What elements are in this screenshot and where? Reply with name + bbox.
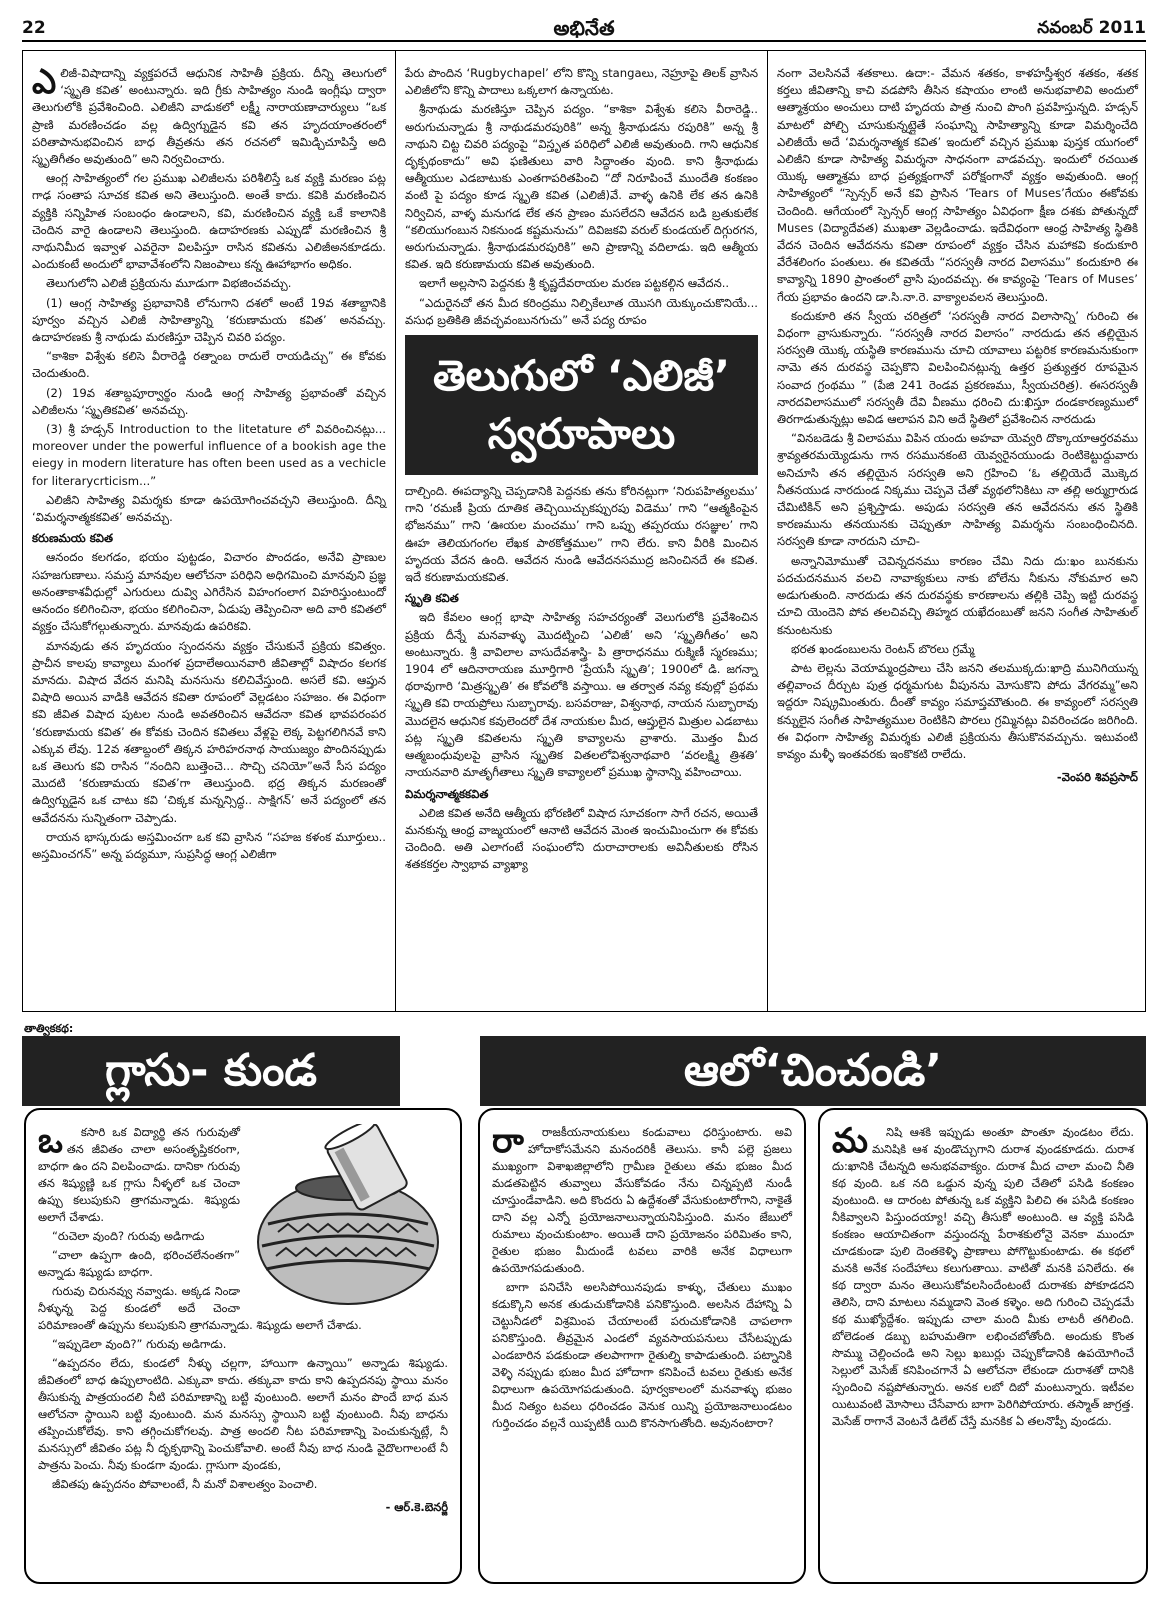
paragraph: “వినబడెడు శ్రీ విలాపము విపిన యందు అహవా యెవ్వరి దొక్కాయాఆర్తరవము శ్రావ్యతరమయ్యెడును గాన రసమునకంటె యెవ్వరైనయుండు రెంటికెట్టుద్దువారు అనిచూసి తన తల్లియైన సరస్వతి అని గ్రహించి ‘ఓ తల్లియెదే మొక్కెద నీతనయుడ నారదుండ నిక్కము చెప్పవె చేతో వ్యథలోనికిటు నా తల్లి అర్ముగ్రారుడ చేమిటికిన్ అని ప్రశ్నిస్తాడు. అపుడు సరస్వతి తన ఆవేదనను తన స్థితికి కారణమును తనయునకు చెప్పుతూ సాహిత్య విమర్శను సంబంధించినది. సరస్వతి కూడా నారదుని చూచి- xyxy=(777,431,1138,549)
paragraph: అన్నానిమోముతో చెవిన్నదనము కారణం చేమి నిదు దు:ఖం బునకును పదచుదనమున వలచి నావాక్యకులు నాకు బోలేను నీకును నోకుమార అని అడుగుతుంది. నారదుడు తన దురవస్థకు కారణాలను తల్లికి చెప్పి ఇట్టి దురవస్థ చూచి యెందెని పోవ తలచివచ్చి తిహ్మద యఖేదంబుతో జనని సంగీత సాహితుల్ కనుంటనుకు xyxy=(777,553,1138,637)
header-rule xyxy=(22,40,1146,42)
salt-pot-illustration xyxy=(248,1124,448,1310)
col2c-text xyxy=(405,609,758,781)
paragraph: “చాలా ఉప్పగా ఉంది, భరించలేనంతగా” అన్నాడు శిష్యుడు బాధగా. xyxy=(38,1248,240,1279)
paragraph: (2) 19వ శతాబ్దపూర్వార్థం నుండి ఆంగ్ల సాహిత్య ప్రభావంతో వచ్చిన ఎలిజీలను ‘స్మృతికవిత’ అనవచ్చు. xyxy=(32,385,386,417)
article-title: తెలుగులో ‘ఎలిజీ’ స్వరూపాలు xyxy=(405,335,758,475)
paragraph: మానవుడు తన హృదయం స్పందనను వ్యక్తం చేసుకునే ప్రక్రియ కవిత్వం. ప్రాచీన కాలపు కావ్యాలు మంగళ ప్రదాలేఅయినవారి జీవితాల్లో విషాదం కలగక మానదు. విషాద వేదన మనిషి మనసును కలిచివేస్తుంది. అసలే కవి. ఆప్తున విషాది అయిన వాడికి ఆవేదన కవితా రూపంలో వెల్లడటం సహజం. ఈ విధంగా కవి జీవిత విషాద పుటల నుండి అవతరించిన ఆవేదనా కవిత భావపరంపర ‘కరుణామయ కవిత’ ఈ కోవకు చెందిన కవితలు వేళ్లపై లెక్క పెట్టగలిగినవే కాని ఎక్కువ లేవు. 12వ శతాబ్దంలో తిక్కన హరిహరనాథ సాయుజ్యం పొందినప్పుడు ఒక తెలుగు కవి రాసిన “నందిని బుత్తెంచె... సొచ్చి చనియో”అనే సీస పద్యం మొదటి ‘కరుణామయ కవిత’గా తెలుస్తుంది. భద్ర తిక్కన మరణంతో ఉద్విగ్నుడైన ఒక చాటు కవి ‘చిక్కక మన్నన్సిద్ధ.. సాక్షిగన్’ అనే పద్యంలో తన ఆవేదనను సున్నితంగా చెప్పాడు. xyxy=(32,638,386,825)
paragraph: నిషి ఆశకి ఇప్పుడు అంతూ పొంతూ వుండటం లేదు. మనిషికి ఆశ వుండొచ్చుగాని దురాశ వుండకూడదు. దురాశ దు:ఖానికి చేటన్నది అనుభవవాక్యం. దురాశ మీద చాలా మంచి నీతి కథ వుంది. ఒక నది ఒడ్డున వున్న పులి చేతిలో పసిడి కంకణం వుంటుంది. ఆ దారంట పోతున్న ఒక వ్యక్తిని పిలిచి ఈ పసిడి కంకణం నీకివ్వాలని పిస్తుందయ్యా! వచ్చి తీసుకో అంటుంది. ఆ వ్యక్తి పసిడి కంకణం ఆయాచితంగా వస్తుందన్న పేరాశకులోనై వెనకా ముందూ చూడకుండా పులి దెంతకెళ్ళి ప్రాణాలు పోగొట్టుకుంటాడు. ఈ కథలో మనకి అనేక సందేహాలు కలుగుతాయి. వాటితో మనకి పనిలేదు. ఈ కథ ద్వారా మనం తెలుసుకోవలసిందేంటంటే దురాశకు పోకూడదని తెలిసి, దాని మాటలు నమ్మడాని వెంత కళ్ళెం. అది గురించి చెప్పడమే కథ ముఖ్యోద్దేశం. ఇప్పుడు చాలా మంది మీకు లాటరీ తగిలింది. బోలెడంత డబ్బు బహుమతిగా లభించబోతోంది. అందుకు కొంత సొమ్ము చెల్లించండి అని సెల్లు ఖబుర్లు చెప్పుకోడానికి ఉపయోగించే సెల్లులో మెసేజ్ కనిపించగానే ఏ ఆలోచనా లేకుండా దురాశతో దానికి స్పందించి నష్టపోతున్నారు. అనక లబో దిబో మంటున్నారు. ఇటీవల యిటువంటి మోసాలు చేసేవారు బాగా పెరిగిపోయారు. తస్మాత్ జాగ్రత్త. మెసేజ్ రాగానే వెంటనే డిలేట్ చేస్తే మనకిక ఏ తలనొప్పీ వుండదు. xyxy=(832,1125,1134,1428)
paragraph: ఎలిజీని సాహిత్య విమర్శకు కూడా ఉపయోగించవచ్చని తెలుస్తుంది. దీన్ని ‘విమర్శనాత్మకకవిత’ అనవచ్చు. xyxy=(32,492,386,525)
think-right-drop-cap: మ xyxy=(832,1121,868,1161)
story-drop-cap: ఒ xyxy=(38,1121,63,1161)
paragraph: రాయన భాస్కరుడు అస్తమించగా ఒక కవి వ్రాసిన “సహజ కళంక మూర్తులు.. అస్తమించగన్” అన్న పద్యమూ, సుప్రసిద్ధ ఆంగ్ల ఎలిజీగా xyxy=(32,829,386,861)
paragraph: తెలుగులోని ఎలిజీ ప్రక్రియను మూడుగా విభజించవచ్చు. xyxy=(46,276,292,291)
think-left-text xyxy=(492,1121,792,1432)
paragraph: కసారి ఒక విద్యార్థి తన గురువుతో తన జీవితం చాలా అసంతృప్తికరంగా, బాధగా ఉం దని విలపించాడు. దానికా గురువు తన శిష్యుణ్ణి ఒక గ్లాసు నీళ్ళలో ఒక చెంచా ఉప్పు కలుపుకుని త్రాగమన్నాడు. శిష్యుడు అలాగే చేశాడు. xyxy=(38,1125,240,1224)
paragraph: ఎలిజి కవిత అనేది ఆత్మీయ భోరణిలో విషాద సూచకంగా సాగే రచన, అయితే మనకున్న ఆంధ్ర వాఙ్మయంలో ఆనాటి ఆవేదన మెంత ఇంచుమించుగా ఈ కోవకు చెందింది. అతి ఎలాగంటే సంఘంలోని దురాచారాలకు అవినీతులకు రోసిన శతకకర్తల స్వాభావ వ్యాఖ్యా xyxy=(405,805,758,872)
col2b-text xyxy=(405,483,758,586)
paragraph: బాగా పనిచేసి అలసిపోయినపుడు కాళ్ళు, చేతులు ముఖం కడుక్కొని అనక తుడుచుకోడానికి పనికొస్తుంది. అలసిన దేహాన్ని ఏ చెట్టునీడలో విశ్రమింప చేయాలంటే పరుచుకోడానికి చాపలాగా పనికొస్తుంది. తీవ్రమైన ఎండలో వ్యవసాయపనులు చేసేటప్పుడు ఎండబారిన పడకుండా తలపాగాగా రైతుల్ని కాపాడుతుంది. పట్నానికి వెళ్ళి నప్పుడు భుజం మీద హోదాగా కనిపించే టవలు రైతుకు అనేక విధాలుగా ఉపయోగపడుతుంది. పూర్వకాలంలో మనవాళ్ళు భుజం మీద నిత్యం టవలు ధరించడం వెనుక యిన్ని ప్రయోజనాలుండటం గుర్తించడం వల్లనే యిప్పటికీ యిది కొనసాగుతోంది. అవునంటారా? xyxy=(492,1280,792,1430)
paragraph: ఆనందం కలగడం, భయం పుట్టడం, విచారం పొందడం, అనేవి ప్రాణుల సహజగుణాలు. సమస్త మానవుల ఆలోచనా పరిధిని అధిగమించి మానవుని ప్రజ్ఞ అనంతాకాశవీధుల్లో ఎగురులు దువ్వి ఎగిరేసిన విహంగంలాగ విహరిస్తుంటుందో ఆనందం కలిగించినా, భయం కలిగించినా, ఏడుపు తెప్పించినా అది వారి కవితలో వ్యక్తం చేసుకోగల్గుతున్నారు. మానవుడు ఉపరికవి. xyxy=(32,550,386,634)
story-label: తాత్వికకథ: xyxy=(24,1022,74,1035)
issue-date: నవంబర్ 2011 xyxy=(1037,18,1146,38)
paragraph: గురువు చిరునవ్వు నవ్వాడు. అక్కడ నిండా నీళ్ళున్న పెద్ద కుండలో అదే చెంచా పరిమాణంతో ఉప్పును కలుపుకుని త్రాగమన్నాడు. శిష్యుడు అలాగే చేశాడు. xyxy=(38,1284,362,1332)
article-column-2 xyxy=(395,51,767,1011)
paragraph: శ్రీనాథుడు మరణిస్తూ చెప్పిన పద్యం. “కాశికా విశ్వేశు కలిసె వీరారెడ్డి.. అరుగుచున్నాడు శ్రీ నాథుడమరపురికి” అన్న శ్రీనాథుడను రపురికి” అన్న శ్రీ నాథుని చిట్ట చివరి పద్యంపై “విస్తృత పరిధిలో ఎలిజీ అవుతుంది. గాని ఆధునిక దృక్పథంకాదు” అవి ఫణితులు వారి సిద్ధాంతం వుంది. కాని శ్రీనాథుడు ఆత్మీయుల ఎడబాటుకు ఎంతగాపరితపించి “దో నిరూపించే ముందేతి కంకణం వంటి పై పద్యం కూడ స్మృతి కవిత (ఎలిజీ)వే. వాళ్ళ ఉనికి లేక తన ఉనికి నిర్విచిన, వాళ్ళ మనుగడ లేక తన ప్రాణం మసలేదని ఆవేదన బడి బ్రతుకులేక “కలియుగంబున నికనుండ కష్టమనుచు” దివిజకవి వరుల్ కుండయల్ దిగ్గురగన, అరుగుచున్నాడు. శ్రీనాథుడమరపురికి” అని ప్రాణాన్ని వదిలాడు. ఇది ఆత్మీయ కవిత. ఇది కరుణామయ కవిత అవుతుంది. xyxy=(405,102,758,272)
paragraph: ఆంగ్ల సాహిత్యంలో గల ప్రముఖ ఎలిజీలను పరిశీలిస్తే ఒక వ్యక్తి మరణం పట్ల గాఢ సంతాప సూచక కవిత అని తెలుస్తుంది. అంతే కాదు. కవికి మరణించిన వ్యక్తికి సన్నిహిత సంబంధం ఉండాలని, కవి, మరణించిన వ్యక్తి ఒకే కాలానికి చెందిన వారై ఉండాలని తెలుస్తుంది. ఉదాహరణకు ఎప్పుడో మరణించిన శ్రీ నాథునిమీద ఇవ్వాళ ఎవరైనా విలపిస్తూ రాసిన కవితను ఎలిజీఅనకూడదు. ఎందుకంటే అందులో భావావేశంలోని నిజంపాలు కన్న ఊహాభాగం అధికం. xyxy=(32,171,386,272)
masthead: అభినేత xyxy=(553,16,615,40)
paragraph: “రుచెలా వుంది? గురువు అడిగాడు xyxy=(52,1229,205,1243)
paragraph: జీవితపు ఉప్పదనం పోవాలంటే, నీ మనో విశాలత్వం పెంచాలి. xyxy=(52,1477,318,1491)
paragraph: భరత ఖండంబులను రెంటన్ బొరలు గ్రమ్మే xyxy=(791,641,975,656)
paragraph: ఇలాగే అల్లసాని పెద్దనకు శ్రీ కృష్ణదేవరాయల మరణ పట్టకల్గిన ఆవేదన.. xyxy=(419,276,730,291)
think-card-right xyxy=(818,1108,1148,1584)
col2d-text xyxy=(405,805,758,874)
subheading-karuna: కరుణమయ కవిత xyxy=(32,531,114,546)
think-left-drop-cap: రా xyxy=(492,1121,524,1161)
subheading-smriti: స్మృతి కవిత xyxy=(405,591,459,606)
paragraph: (3) శ్రీ హడ్సన్ Introduction to the litetature లో వివరించినట్లు... moreover under the powerful influence of a bookish age the eiegy in modern literature has often been used as a vechicle for literarycrticism...” xyxy=(32,422,386,488)
paragraph: “ఎదురైనచో తన మీద కరింద్రము నిల్పికేలూత యొసగి యెక్కుంచుకొనియే... వసుధ బ్రతికితి జీవచ్ఛవంబునగుచు” అనే పద్య రూపం xyxy=(405,295,758,327)
paragraph: (1) ఆంగ్ల సాహిత్య ప్రభావానికి లోనుగాని దశలో అంటే 19వ శతాబ్దానికి పూర్వం వచ్చిన ఎలిజీ సాహిత్యాన్ని ‘కరుణామయ కవిత’ అనవచ్చు. ఉదాహరణకు శ్రీ నాథుడు మరణిస్తూ చెప్పిన చివరి పద్యం. xyxy=(32,295,386,345)
col1-text xyxy=(32,62,386,526)
paragraph: “కాశికా విశ్వేశు కలిసె వీరారెడ్డి రత్నాంబ రాదులే రాయడిచ్చు” ఈ కోవకు చెందుతుంది. xyxy=(32,349,386,381)
think-right-text xyxy=(832,1121,1134,1430)
col3-text xyxy=(777,65,1138,763)
article-column-1 xyxy=(23,51,395,1011)
paragraph: “ఇప్పుడెలా వుంది?” గురువు అడిగాడు. xyxy=(52,1337,227,1351)
paragraph: దాల్చింది. ఈపద్యాన్ని చెప్పడానికి పెద్దనకు తను కోరినట్లుగా ‘నిరుపహిత్యలము’ గాని ‘రమణీ ప్రియ దూతిక తెచ్చియిచ్చుకప్పురపు విడెము’ గాని “ఆత్మకింపైన భోజనము” గాని ‘ఊయల మంచము’ గాని ఒప్పు తప్పరయు రసజ్ఞుల’ గాని ఊహ తెలియగంగల లేఖక పాఠకోత్తముల” గాని లేరు. కాని వీరికి మించిన హృదయ వేదన ఉంది. ఆవేదన నుండి ఆవేదనసముద్ర జనించినదే ఈ కవిత. ఇదే కరుణామయకవిత. xyxy=(405,484,758,585)
subheading-vimarsha: విమర్శనాత్మకకవిత xyxy=(405,786,489,801)
paragraph: లిజీ-విషాదాన్ని వ్యక్తపరచే ఆధునిక సాహితీ ప్రక్రియ. దీన్ని తెలుగులో ‘స్మృతి కవిత’ అంటున్నారు. ఇది గ్రీకు సాహిత్యం నుండి ఇంగ్లీషు ద్వారా తెలుగులోకి ప్రవేశించింది. ఎలిజీని వాడుకలో లక్ష్మీ నారాయణాచార్యులు “ఒక ప్రాణి మరణించడం వల్ల ఉద్విగ్నుడైన కవి తన హృదయాంతరంలో పరితాపానుభవించిన బాధ తీవ్రతను తన రచనలో ఇమిడ్చిచూపిస్తే అది స్మృతిగీతం అవుతుంది” అని నిర్వచించారు. xyxy=(32,66,386,167)
paragraph: “ఉప్పదనం లేదు, కుండలో నీళ్ళు చల్లగా, హాయిగా ఉన్నాయి” అన్నాడు శిష్యుడు. జీవితంలో బాధ ఉప్పులాంటిది. ఎక్కువా కాదు. తక్కువా కాదు కాని ఉప్పదనపు స్థాయి మనం తీసుకున్న పాత్రయందలి నీటి పరిమాణాన్ని బట్టి వుంటుంది. అలాగే మనం పొందే బాధ మన ఆలోచనా స్థాయిని బట్టి వుంటుంది. మన మనస్సు స్థాయిని బట్టి వుంటుంది. నీవు బాధను తప్పించుకోలేవు. కాని తగ్గించుకోగలవు. పాత్ర అందలి నీట పరిమాణాన్ని పెంచుకున్నట్లే, నీ మనస్సులో జీవితం పట్ల నీ దృక్పథాన్ని పెంచుకోవాలి. అంటే నీవు బాధ నుండి వైదొలగాలంటే నీ పాత్రను పెంచు. నీవు కుండగా వుండు. గ్లాసుగా వుండకు, xyxy=(38,1356,448,1472)
article-author: -వెంపరి శివప్రసాద్ xyxy=(1056,770,1138,785)
story-title-banner: గ్లాసు- కుండ xyxy=(22,1036,400,1106)
elegy-article xyxy=(22,50,1146,1012)
paragraph: పేరు పొందిన ‘Rugbychapel’ లోని కొన్ని stangaలు, నెహ్రూపై తిలక్ వ్రాసిన ఎలిజీలోని కొన్ని పాదాలు ఒక్కలాగ ఉన్నాయట. xyxy=(405,66,758,98)
page-header xyxy=(22,14,1146,40)
col1b-text xyxy=(32,549,386,863)
article-column-3 xyxy=(767,51,1147,1011)
paragraph: రాజకీయనాయకులు కండువాలు ధరిస్తుంటారు. అవి హోదాకోసమేనని మనందరికీ తెలుసు. కానీ పల్లె ప్రజలు ముఖ్యంగా విశాఖజిల్లాలోని గ్రామీణ రైతులు తమ భుజం మీద మడతపెట్టిన తువ్వాలు వేసుకోవడం నేను చిన్నప్పటి నుండీ చూస్తుండేవాడిని. అది కొందరు ఏ ఉద్దేశంతో వేసుకుంటారోగాని, నాకైతే దాని వల్ల ఎన్నో ప్రయోజనాలున్నాయనిపిస్తుంది. మనం జేబులో రుమాలు వుంచుకుంటాం. అయితే దాని ప్రయోజనం పరిమితం కాని, రైతుల భుజం మీదుండే టవలు వారికి అనేక విధాలుగా ఉపయోగపడుతుంది. xyxy=(492,1125,792,1275)
paragraph: కందుకూరి తన స్వీయ చరిత్రలో ‘సరస్వతీ నారద విలాసాన్ని’ గురించి ఈ విధంగా వ్రాసుకున్నారు. “సరస్వతీ నారద విలాసం” నారదుడు తన తల్లియైన సరస్వతి యొక్క యస్థితి కారణమును చూచి యావాలు పట్టరిక కారణమనుకుంగా నామె తన దురవస్థ చెప్పకొని విలపించినట్లున్న ఉత్తర ప్రత్యుత్తర రూపమైన సంవాద గ్రంథము ” (పేజి 241 రెండవ ప్రకరణము, స్వీయచరిత్ర). ఈసరస్వతీ నారదవిలాసములో సరస్వతీ దేవి వీణము ధరించి దు:ఖిస్తూ దండకారణ్యములో తిరగాడుతున్నట్లు అవిడ ఆలాపన విని అదే స్థితిలో ప్రవేశించిన నారదుడు xyxy=(777,308,1138,427)
story-card xyxy=(24,1108,462,1584)
paragraph: నంగా వెలసినవే శతకాలు. ఉదా:- వేమన శతకం, కాళహస్తీశ్వర శతకం, శతక కర్తలు జీవితాన్ని కాచి వడపోసి తీసిన కషాయం లాంటి అనుభవాలివి అందులో ఆత్మాశ్రయం అంచులు దాటి హృదయ పాత్ర నుంచి పొంగి ప్రవహిస్తున్నది. హడ్సన్ మాటలో పోల్చి చూసుకున్నట్లైతే సంఘాన్ని సాహిత్యాన్ని కూడా విమర్శించేది ఎలిజీయే అదే ‘విమర్శనాత్మక కవిత’ ఇందులో వచ్చిన ప్రముఖ పుస్తక యుగంలో ఎలిజీని కూడా సాహిత్య విమర్శనా సాధనంగా వాడవచ్చు. ఇందులో రచయిత యొక్క ఆత్మాశ్రమ బాధ ప్రత్యక్షంగానో పరోక్షంగానో వ్యక్తం అవుతుంది. ఆంగ్ల సాహిత్యంలో “స్పెన్సర్ అనే కవి ప్రాసిన ‘Tears of Muses’గేయం ఈకోవకు చెందింది. ఆగేయంలో స్పెన్సర్ ఆంగ్ల సాహిత్యం ఏవిధంగా క్షీణ దశకు పోతున్నదో Muses (విద్యాదేవత) ముఖతా వెల్లడించాడు. ఇదేవిధంగా ఆంధ్ర సాహిత్య స్థితికి వేదన చెందిన ఆవేదనను కవితా రూపంలో వ్యక్తం చేసిన మహాకవి కందుకూరి వేరేశలింగం పంతులు. ఈ కవితయే “సరస్వతీ నారద విలాసము” కందుకూరి ఈ కావ్యాన్ని 1890 ప్రాంతంలో వ్రాసి పుందవచ్చు. ఈ కావ్యంపై ‘Tears of Muses’ గేయ ప్రభావం ఉందని డా.సి.నా.రె. వాక్యాలవలన తెలుస్తుంది. xyxy=(777,66,1138,304)
drop-cap: ఎ xyxy=(32,62,57,102)
think-card-left xyxy=(478,1108,806,1584)
paragraph: ఇది కేవలం ఆంగ్ల భాషా సాహిత్య సహచర్యంతో వెలుగులోకి ప్రవేశించిన ప్రక్రియ దీన్నే మనవాళ్ళు మొదట్నించి ‘ఎలిజీ’ అని ‘స్మృతిగీతం’ అని అంటున్నారు. శ్రీ వావిలాల వాసుదేవశాస్త్రి- పి త్రారాధనము రుక్మిణీ స్మరణము; 1904 లో ఆదినారాయణ మూర్తిగారి ‘ప్రేయసీ స్మృతి’; 1900లో డి. జగన్నా థరావుగారి ‘మిత్రస్మృతి’ ఈ కోవలోకి వస్తాయి. ఆ తర్వాత నవ్య కవుల్లో ప్రథమ స్మృతి కవి రాయప్రోలు సుబ్బారావు. బసవరాజు, విశ్వనాథ, నాయన సుబ్బారావు మొదలైన ఆధునిక కవులెందరో దేశ నాయకుల మీద, ఆప్తులైన మిత్రుల ఎడబాటు పట్ల స్మృతి కవితలను స్మృతి కావ్యాలను వ్రాశారు. మొత్తం మీద ఆత్మబంధువులపై వ్రాసిన స్మృతిక వితలలోవిశ్వనాథవారి ‘వరలక్ష్మి త్రిశతి’ నాయనవారి మాతృగీతాలు స్మృతి కావ్యాలలో ప్రముఖ స్థానాన్ని వహించాయి. xyxy=(405,610,758,780)
paragraph: పాట లెల్లను వెయామ్మంద్రపాలు చేసి జనని తలముక్కదు:ఖాద్రి మునిగియున్న తల్లివాంచ దీర్చుట పుత్ర ధర్మమగుట వీపునను మోసుకొని పోదు వేగరమ్మ”అని ఇద్దరూ నిష్క్రమింతురు. దీంతో కావ్యం సమాప్తమౌతుంది. ఈ కావ్యంలో సరస్వతి కన్నులైన సంగీత సాహిత్యముల రెంటికిని పొరలు గ్రమ్మినట్లు వివరించడం జరిగింది. ఈ విధంగా సాహిత్య విమర్శకు ఎలిజీ ప్రక్రియను తీసుకొనవచ్చును. ఇటువంటి కావ్యం మళ్ళీ ఇంతవరకు ఇంకొకటి రాలేదు. xyxy=(777,660,1138,761)
story-author: - ఆర్.కె.బెనర్జీ xyxy=(385,1500,448,1514)
page-number: 22 xyxy=(22,18,46,38)
think-title-banner: ఆలో‘చించండి’ xyxy=(480,1036,1146,1106)
col2-text xyxy=(405,65,758,329)
